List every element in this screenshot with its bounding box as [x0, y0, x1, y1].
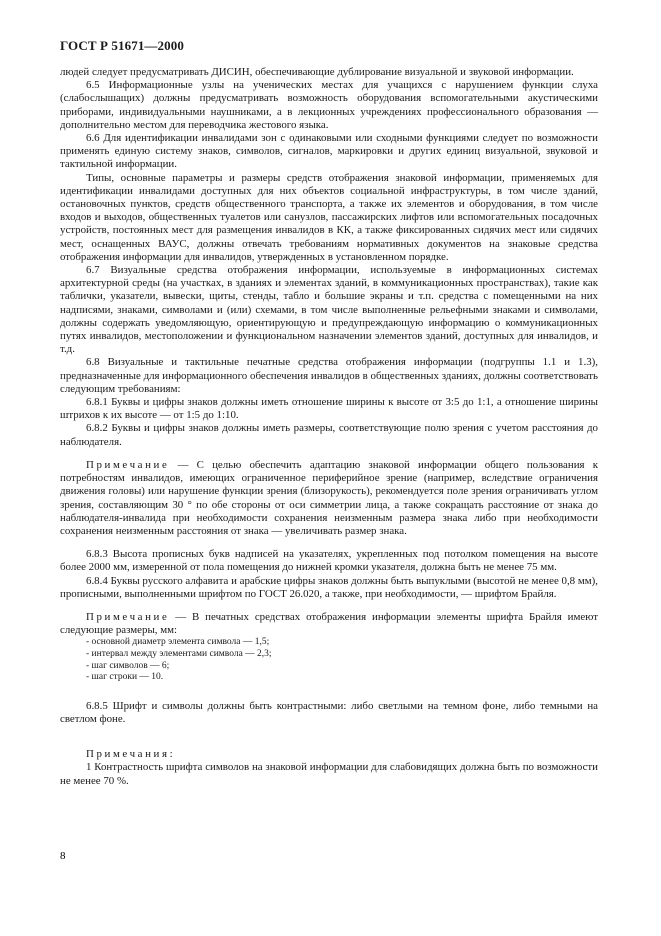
- paragraph-6-5: 6.5 Информационные узлы на ученических местах для учащихся с нарушением функции слуха (слабослышащих) должны предусматривать возможность оборудования вспомогательными акустическими приборами, индивидуальными наушниками, а в лекционных учреждениях профессионального образования — дополнительно местом для переводчика жестового языка.: [60, 79, 598, 131]
- note-contrast: 1 Контрастность шрифта символов на знаковой информации для слабовидящих должна быть по возможности не менее 70 %.: [60, 761, 598, 787]
- note-field-of-view: [60, 459, 598, 538]
- note-text: — С целью обеспечить адаптацию знаковой информации общего пользования к потребностям инвалидов, имеющих ограниченное периферийное зрение (например, вследствие ограничения движения головы) или нарушение функции зрения (близорукость), рекомендуется поле зрения ограничивать углом зрения, составляющим 30 ° по обе стороны от оси симметрии лица, а также сокращать расстояние от знака до наблюдателя-инвалида при необходимости сохранения неизменным размера знака либо при необходимости сохранения неизменным расстояния от знака — увеличивать размер знака.: [60, 458, 598, 537]
- note-label: Примечание: [86, 458, 170, 471]
- document-body: [60, 66, 598, 788]
- page-number: 8: [60, 850, 66, 862]
- note-text: — В печатных средствах отображения информации элементы шрифта Брайля имеют следующие размеры, мм:: [60, 610, 598, 637]
- paragraph-6-6: 6.6 Для идентификации инвалидами зон с одинаковыми или сходными функциями следует по возможности применять единую систему знаков, символов, сигналов, маркировки и других единиц визуальной, звуковой и тактильной информации.: [60, 132, 598, 171]
- note-label: Примечание: [86, 610, 170, 623]
- list-item: - интервал между элементами символа — 2,3;: [86, 648, 272, 659]
- list-item: - шаг строки — 10.: [86, 672, 164, 683]
- paragraph-6-7: 6.7 Визуальные средства отображения информации, используемые в информационных системах архитектурной среды (на участках, в зданиях и элементах зданий, в коммуникационных пространствах), такие как таблички, указатели, вывески, щиты, стенды, табло и большие экраны и т.п. средства с помещенными на них надписями, знаками, символами и (или) схемами, в том числе выполненные рельефными знаками и символами, должны содержать уведомляющую, ориентирующую и предупреждающую информацию о коммуникационных путях инвалидов, местоположении и функциональном назначении элементов зданий, доступных для инвалидов, и т.д.: [60, 264, 598, 356]
- list-item: - основной диаметр элемента символа — 1,5;: [86, 637, 270, 648]
- notes-heading: [60, 748, 598, 761]
- paragraph-6-8-1: 6.8.1 Буквы и цифры знаков должны иметь отношение ширины к высоте от 3:5 до 1:1, а отношение ширины штрихов к их высоте — от 1:5 до 1:10.: [60, 396, 598, 422]
- paragraph-6-8: 6.8 Визуальные и тактильные печатные средства отображения информации (подгруппы 1.1 и 1.3), предназначенные для информационного обеспечения инвалидов в общественных зданиях, должны соответствовать следующим требованиям:: [60, 356, 598, 395]
- list-item: - шаг символов — 6;: [86, 660, 170, 671]
- paragraph: людей следует предусматривать ДИСИН, обеспечивающие дублирование визуальной и звуковой информации.: [60, 66, 574, 78]
- braille-size-list: [60, 637, 598, 683]
- paragraph-6-8-2: 6.8.2 Буквы и цифры знаков должны иметь размеры, соответствующие полю зрения с учетом расстояния до наблюдателя.: [60, 422, 598, 448]
- paragraph-6-8-3: 6.8.3 Высота прописных букв надписей на указателях, укрепленных под потолком помещения на высоте более 2000 мм, измеренной от пола помещения до нижней кромки указателя, должна быть не менее 75 мм.: [60, 548, 598, 574]
- paragraph-6-8-5: 6.8.5 Шрифт и символы должны быть контрастными: либо светлыми на темном фоне, либо темными на светлом фоне.: [60, 699, 598, 725]
- paragraph-6-8-4: 6.8.4 Буквы русского алфавита и арабские цифры знаков должны быть выпуклыми (высотой не менее 0,8 мм), прописными, выполненными шрифтом по ГОСТ 26.020, а также, при необходимости, — шрифтом Брайля.: [60, 574, 598, 600]
- document-page: [60, 38, 598, 788]
- note-label: Примечания:: [86, 748, 176, 761]
- paragraph-types: Типы, основные параметры и размеры средств отображения знаковой информации, применяемых для идентификации инвалидами доступных для них объектов социальной инфраструктуры, в том числе зданий, остановочных пунктов, средств общественного транспорта, а также их элементов и оборудования, в том числе входов и выходов, общественных туалетов или санузлов, пассажирских лифтов или вспомогательных посадочных устройств, постоянных мест для размещения инвалидов в КК, а также фиксированных сидячих мест или сидячих мест, оснащенных ВАУС, должны отвечать требованиям нормативных документов на знаковые средства отображения информации для инвалидов, утвержденных в установленном порядке.: [60, 171, 598, 263]
- standard-code-header: ГОСТ Р 51671—2000: [60, 38, 184, 53]
- note-braille: [60, 611, 598, 637]
